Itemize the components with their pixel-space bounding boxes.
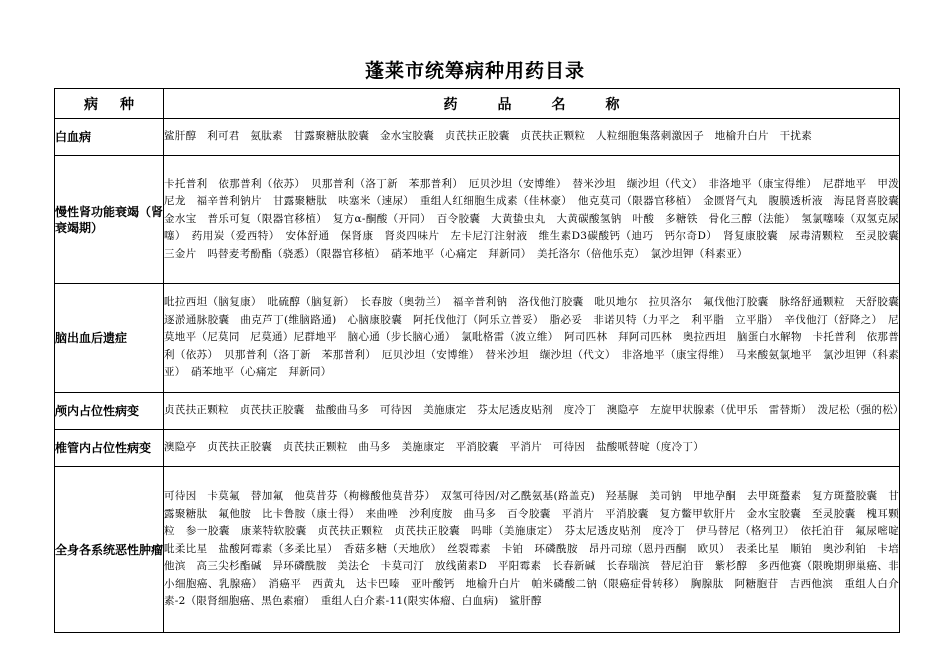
header-drugs: 药品名称: [164, 89, 900, 119]
drug-list: 澳隐亭 贞芪扶正胶囊 贞芪扶正颗粒 曲马多 美施康定 平消胶囊 平消片 可待因 盐酸哌替啶（度冷丁）: [164, 430, 900, 467]
page-title: 蓬莱市统筹病种用药目录: [364, 60, 585, 82]
drug-list: 卡托普利 依那普利（依苏） 贝那普利（洛丁新 苯那普利） 厄贝沙坦（安博维） 替米沙坦 缬沙坦（代文） 非洛地平（康宝得维） 尼群地平 甲泼尼龙 福辛普利钠片 甘露聚糖肽 呋塞米（速尿） 重组人红细胞生成素（佳林豪） 他克莫司（限器官移植） 金匮肾气丸 腹膜透析液 海昆肾喜胶囊 金水宝 普乐可复（限器官移植） 复方α-酮酸（开同） 百令胶囊 大黄蛰虫丸 大黄碳酸氢钠 叶酸 多糖铁 骨化三醇（法能） 氢氯噻嗪（双氢克尿噻） 药用炭（爱西特） 安体舒通 保肾康 肾炎四味片 左卡尼汀注射液 维生素D3碳酸钙（迪巧 钙尔奇D） 肾复康胶囊 尿毒清颗粒 至灵胶囊 三金片 吗替麦考酚酯（骁悉）（限器官移植） 硝苯地平（心痛定 拜新同） 美托洛尔（倍他乐克） 氯沙坦钾（科素亚）: [164, 156, 900, 284]
drug-list: 吡拉西坦（脑复康） 吡硫醇（脑复新） 长春胺（奥勃兰） 福辛普利钠 洛伐他汀胶囊 吡贝地尔 拉贝洛尔 氟伐他汀胶囊 脉络舒通颗粒 天舒胶囊 逐淤通脉胶囊 曲克芦丁(维脑路通) 心脑康胶囊 阿托伐他汀（阿乐立普妥） 脂必妥 非诺贝特（力平之 利平脂 立平脂） 辛伐他汀（舒降之） 尼莫地平（尼莫同 尼莫通）尼群地平 脑心通（步长脑心通） 氯吡格雷（波立维） 阿司匹林 拜阿司匹林 奥拉西坦 脑蛋白水解物 卡托普利 依那普利（依苏） 贝那普利（洛丁新 苯那普利） 厄贝沙坦（安博维） 替米沙坦 缬沙坦（代文） 非洛地平（康宝得维） 马来酸氨氯地平 氯沙坦钾（科素亚） 硝苯地平（心痛定 拜新同）: [164, 284, 900, 393]
table-header-row: [55, 89, 900, 119]
drug-list: 鲨肝醇 利可君 氨肽素 甘露聚糖肽胶囊 金水宝胶囊 贞芪扶正胶囊 贞芪扶正颗粒 人粒细胞集落刺激因子 地榆升白片 干扰素: [164, 119, 900, 156]
drug-catalog-table: [54, 88, 910, 633]
disease-name: 白血病: [55, 119, 164, 156]
table-row: [55, 393, 900, 430]
disease-name: 全身各系统恶性肿瘤: [55, 467, 164, 633]
table-row: [55, 467, 900, 633]
table-row: [55, 430, 900, 467]
table-row: [55, 119, 900, 156]
disease-name: 椎管内占位性病变: [55, 430, 164, 467]
drug-list: 可待因 卡莫氟 替加氟 他莫昔芬（枸橼酸他莫昔芬） 双氢可待因/对乙酰氨基(路盖克) 羟基脲 美司钠 甲地孕酮 去甲斑蝥素 复方斑蝥胶囊 甘露聚糖肽 氟他胺 比卡鲁胺（康士得） 来曲唑 沙利度胺 曲马多 百令胶囊 平消片 平消胶囊 复方鳖甲软肝片 金水宝胶囊 至灵胶囊 槐耳颗粒 参一胶囊 康莱特软胶囊 贞芪扶正颗粒 贞芪扶正胶囊 吗啡（美施康定） 芬太尼透皮贴剂 度冷丁 伊马替尼（格列卫） 依托泊苷 氟尿嘧啶 吡柔比星 盐酸阿霉素（多柔比星） 香菇多糖（天地欣） 丝裂霉素 卡铂 环磷酰胺 昂丹司琼（恩丹西酮 欧贝） 表柔比星 顺铂 奥沙利铂 卡培他滨 高三尖杉酯碱 异环磷酰胺 美法仑 卡莫司汀 放线菌素D 平阳霉素 长春新碱 长春瑞滨 替尼泊苷 紫杉醇 多西他赛（限晚期卵巢癌、非小细胞癌、乳腺癌） 消癌平 西黄丸 达卡巴嗪 亚叶酸钙 地榆升白片 帕米磷酸二钠（限癌症骨转移） 胸腺肽 阿糖胞苷 吉西他滨 重组人白介素-2（限肾细胞癌、黑色素瘤） 重组人白介素-11(限实体瘤、白血病) 鲨肝醇: [164, 467, 900, 633]
disease-name: 颅内占位性病变: [55, 393, 164, 430]
table-row: [55, 156, 900, 284]
table-row: [55, 284, 900, 393]
header-disease: 病种: [55, 89, 164, 119]
disease-name: 慢性肾功能衰竭（肾衰竭期）: [55, 156, 164, 284]
disease-name: 脑出血后遗症: [55, 284, 164, 393]
drug-list: 贞芪扶正颗粒 贞芪扶正胶囊 盐酸曲马多 可待因 美施康定 芬太尼透皮贴剂 度冷丁 澳隐亭 左旋甲状腺素（优甲乐 雷替斯） 泼尼松（强的松）: [164, 393, 900, 430]
